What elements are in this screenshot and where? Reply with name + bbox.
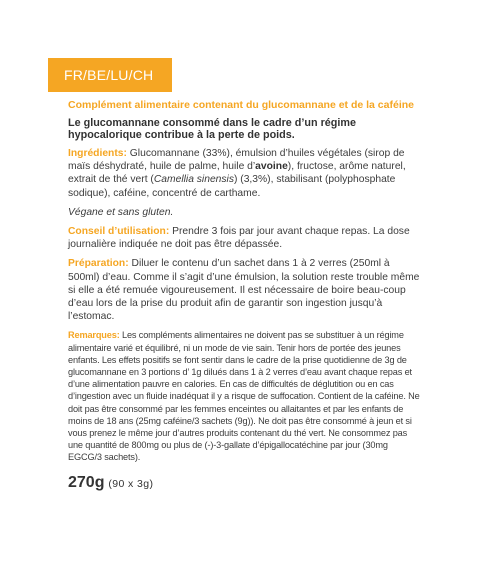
net-weight bbox=[68, 474, 420, 492]
remarks-text: Les compléments alimentaires ne doivent pas se substituer à un régime alimentaire varié et équilibré, ni un mode de vie sain. Tenir hors de portée des jeunes enfants. Les effets positifs se font sentir dans le cadre de la prise quotidienne de 3g de glucomannane en 3 portions d’ 1g dilués dans 1 à 2 verres d’eau avant chaque repas et d’une alimentation pauvre en calories. En cas de difficultés de déglutition ou en cas d’ingestion avec un fluide inadéquat il y a risque de suffocation. Contient de la caféine. Ne doit pas être consommé par les femmes enceintes ou allaitantes et par les enfants de moins de 18 ans (25mg caféine/3 sachets (9g)). Ne doit pas être consommé à jeun et si vous prenez le même jour d’autres produits contenant du thé vert. Ne consommez pas une quantité de 800mg ou plus de (-)-3-gallate d’épigallocatéchine par jour (30mg EGCG/3 sachets). bbox=[68, 330, 420, 463]
product-headline: Complément alimentaire contenant du glucomannane et de la caféine bbox=[68, 99, 414, 111]
ingredients-text-1: Glucomannane (33%), émulsion d’huiles végétales (sirop de maïs déshydraté, huile de palme, huile d’ bbox=[68, 148, 405, 173]
preparation-text: Diluer le contenu d’un sachet dans 1 à 2 verres (250ml à 500ml) d’eau. Comme il s’agit d’une émulsion, la solution reste trouble même si elle a été remuée vigoureusement. Il est nécessaire de boire beau-coup d’eau lors de la prise du produit afin de garantir son ingestion jusqu’à l’estomac. bbox=[68, 258, 420, 323]
vegan-note: Végane et sans gluten. bbox=[68, 206, 174, 218]
usage-label: Conseil d’utilisation: bbox=[68, 226, 170, 238]
country-badge-label: FR/BE/LU/CH bbox=[64, 67, 154, 83]
ingredients-latin-name: Camellia sinensis bbox=[153, 174, 234, 186]
preparation-label: Préparation: bbox=[68, 258, 129, 270]
preparation-paragraph bbox=[68, 257, 420, 323]
net-weight-value: 270g bbox=[68, 473, 105, 491]
ingredients-label: Ingrédients: bbox=[68, 148, 127, 159]
remarks-paragraph bbox=[68, 329, 420, 463]
label-content bbox=[68, 100, 420, 492]
ingredients-text-2: ), fructose, arôme naturel, extrait de thé vert ( bbox=[68, 161, 406, 186]
remarks-label: Remarques: bbox=[68, 330, 120, 341]
country-badge bbox=[48, 58, 172, 92]
product-claim: Le glucomannane consommé dans le cadre d’un régime hypocalorique contribue à la perte de poids. bbox=[68, 117, 356, 141]
usage-paragraph bbox=[68, 225, 420, 251]
portion-detail: (90 x 3g) bbox=[108, 477, 154, 490]
ingredients-text-3: ) (3,3%), stabilisant (polyphosphate sodique), caféine, concentré de carthame. bbox=[68, 174, 396, 199]
ingredients-allergen: avoine bbox=[255, 161, 288, 173]
usage-text: Prendre 3 fois par jour avant chaque repas. La dose journalière indiquée ne doit pas être dépassée. bbox=[68, 226, 410, 251]
ingredients-paragraph bbox=[68, 147, 420, 200]
